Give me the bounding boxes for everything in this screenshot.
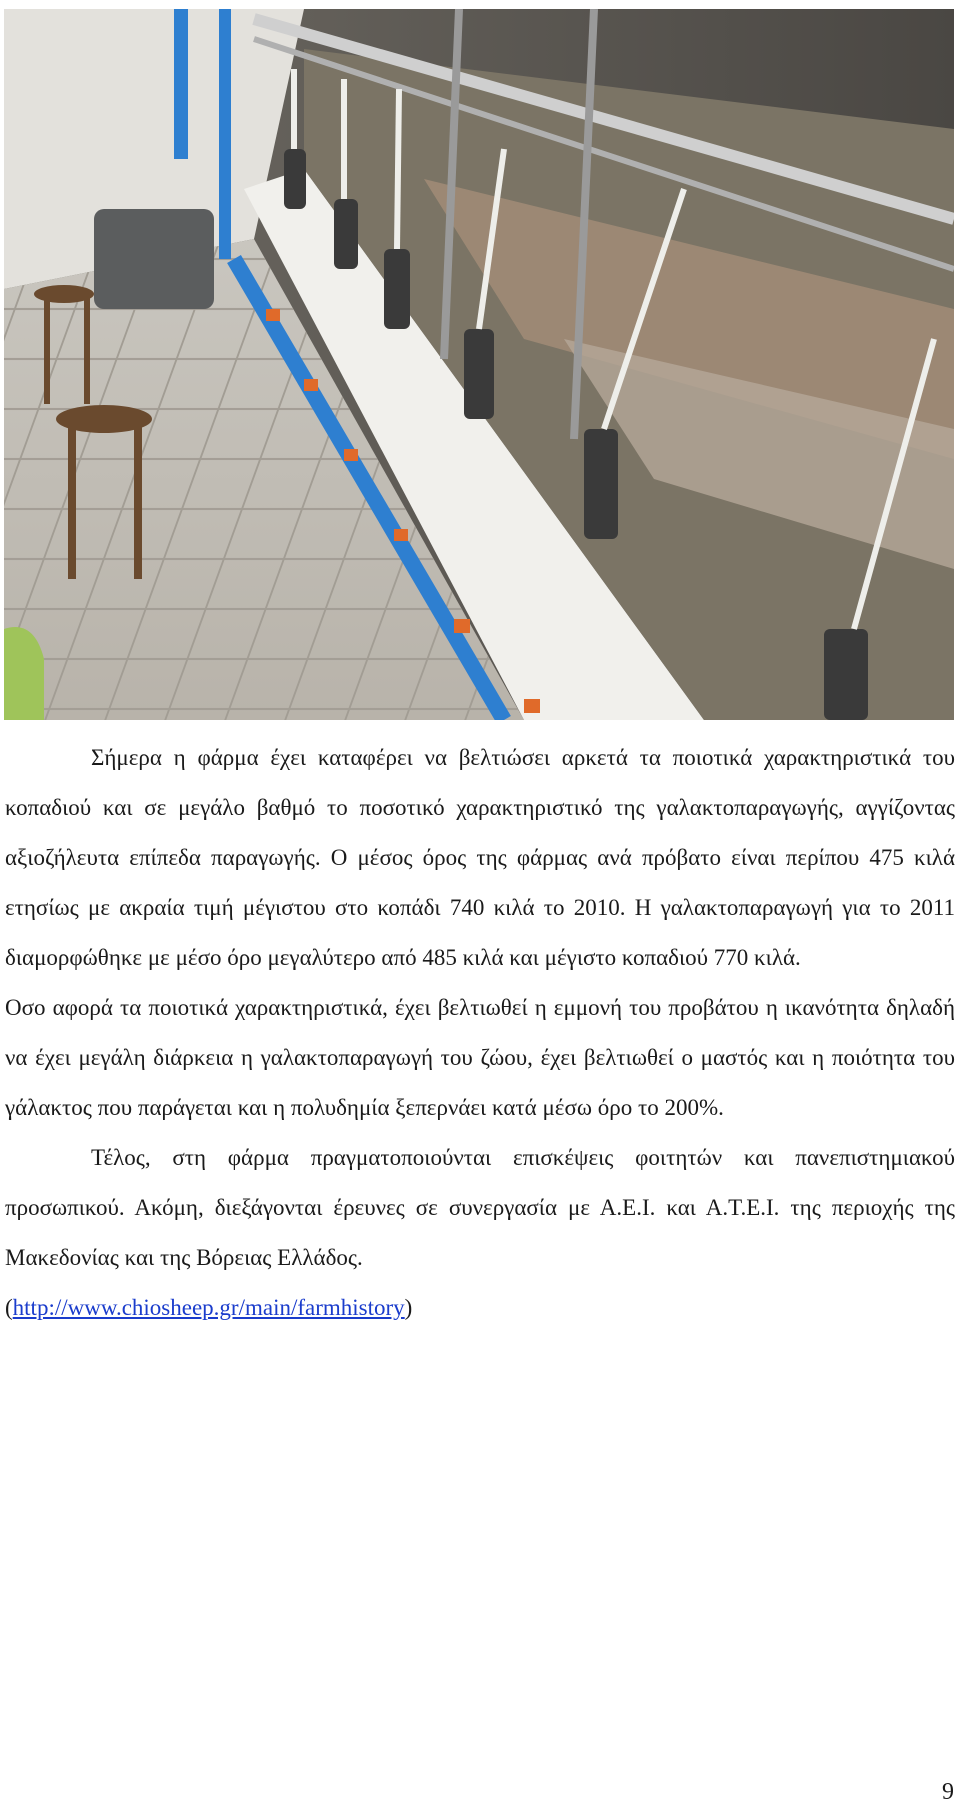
paragraph-quality: Οσο αφορά τα ποιοτικά χαρακτηριστικά, έχει βελτιωθεί η εμμονή του προβάτου η ικανότητα δηλαδή να έχει μεγάλη διάρκεια η γαλακτοπαραγωγή του ζώου, έχει βελτιωθεί ο μαστός και η ποιότητα του γάλακτος που παράγεται και η πολυδημία ξεπερνάει κατά μέσω όρο το 200%. [5,995,955,1120]
source-open-paren: ( [5,1295,13,1320]
source-line [5,1283,955,1333]
page-number: 9 [942,1779,954,1805]
paragraph-production: Σήμερα η φάρμα έχει καταφέρει να βελτιώσει αρκετά τα ποιοτικά χαρακτηριστικά του κοπαδιού και σε μεγάλο βαθμό το ποσοτικό χαρακτηριστικό της γαλακτοπαραγωγής, αγγίζοντας αξιοζήλευτα επίπεδα παραγωγής. Ο μέσος όρος της φάρμας ανά πρόβατο είναι περίπου 475 κιλά ετησίως με ακραία τιμή μέγιστου στο κοπάδι 740 κιλά το 2010. Η γαλακτοπαραγωγή για το 2011 διαμορφώθηκε με μέσο όρο μεγαλύτερο από 485 κιλά και μέγιστο κοπαδιού 770 κιλά. [5,745,955,970]
paragraph-visits: Τέλος, στη φάρμα πραγματοποιούνται επισκέψεις φοιτητών και πανεπιστημιακού προσωπικού. Ακόμη, διεξάγονται έρευνες σε συνεργασία με Α.Ε.Ι. και Α.Τ.Ε.Ι. της περιοχής της Μακεδονίας και της Βόρειας Ελλάδος. [5,1145,955,1270]
source-close-paren: ) [404,1295,413,1320]
photo-illustration [4,9,954,720]
body-text [5,733,955,1333]
milking-parlour-photo [4,9,954,720]
source-link[interactable]: http://www.chiosheep.gr/main/farmhistory [12,1295,405,1320]
